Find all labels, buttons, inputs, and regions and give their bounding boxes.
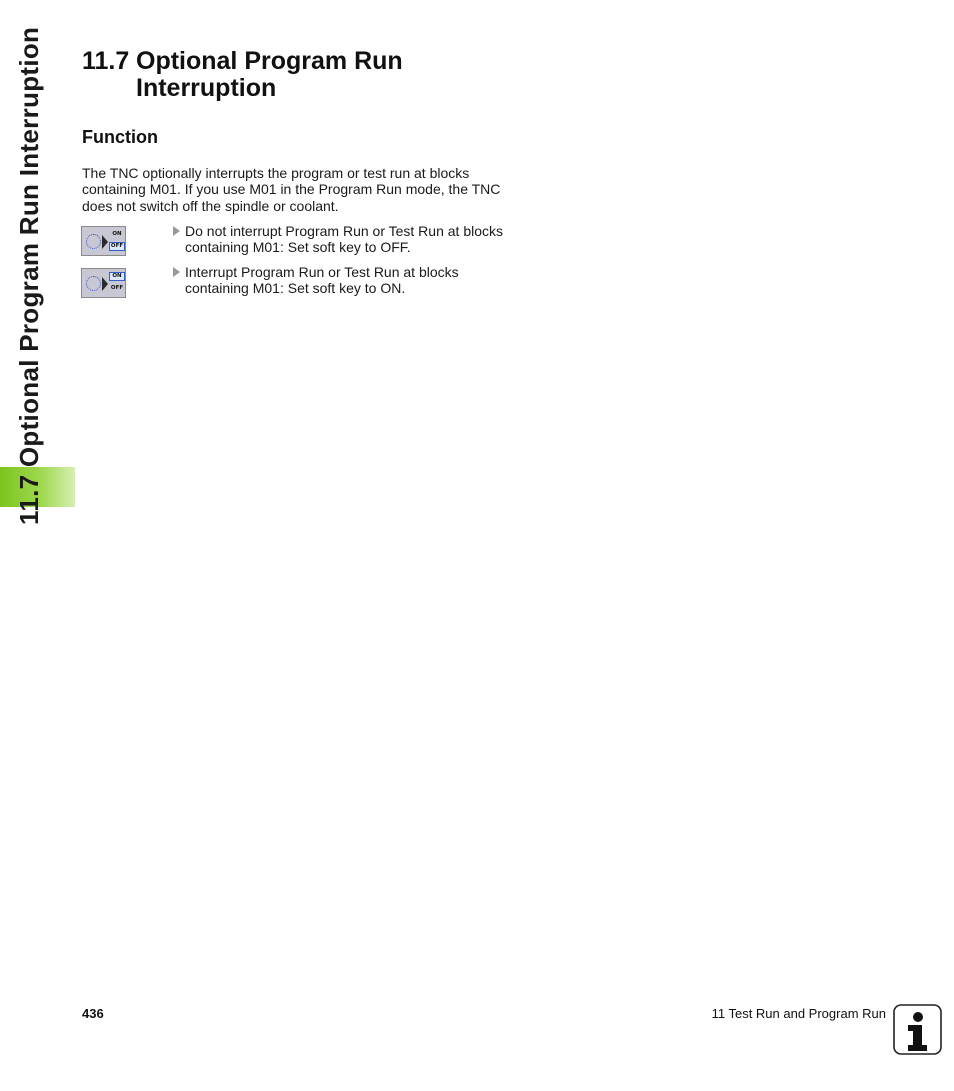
page-title xyxy=(82,48,403,102)
section-title: Function xyxy=(82,127,158,147)
footer-chapter-name: 11 Test Run and Program Run xyxy=(711,1006,886,1021)
softkey-on-label: ON xyxy=(112,231,122,237)
section-body: The TNC optionally interrupts the program or test run at blocks containing M01. If you use M01 in the Program Run mode, the TNC does not switch off the spindle or coolant. xyxy=(82,165,501,214)
chapter-title-line1: Optional Program Run xyxy=(136,47,403,75)
softkey-m01-off xyxy=(81,226,126,256)
step-item xyxy=(173,264,523,297)
page-number: 436 xyxy=(82,1006,104,1021)
step-text: Do not interrupt Program Run or Test Run at blocks containing M01: Set soft key to OFF. xyxy=(185,223,504,256)
bullet-triangle-icon xyxy=(173,267,180,277)
cycle-icon xyxy=(86,276,101,291)
softkey-on-label: ON xyxy=(109,272,125,281)
softkey-off-label: OFF xyxy=(110,243,124,249)
chapter-title-line2: Interruption xyxy=(136,74,277,102)
step-item xyxy=(173,223,523,256)
arrow-right-icon xyxy=(102,277,108,291)
cycle-icon xyxy=(86,234,101,249)
arrow-right-icon xyxy=(102,235,108,249)
info-icon xyxy=(893,1004,942,1055)
vertical-chapter-title: 11.7 Optional Program Run Interruption xyxy=(14,26,44,525)
softkey-m01-on xyxy=(81,268,126,298)
softkey-off-label: OFF xyxy=(110,285,124,291)
chapter-number: 11.7 xyxy=(82,47,130,75)
step-text: Interrupt Program Run or Test Run at blocks containing M01: Set soft key to ON. xyxy=(185,264,459,297)
bullet-triangle-icon xyxy=(173,226,180,236)
